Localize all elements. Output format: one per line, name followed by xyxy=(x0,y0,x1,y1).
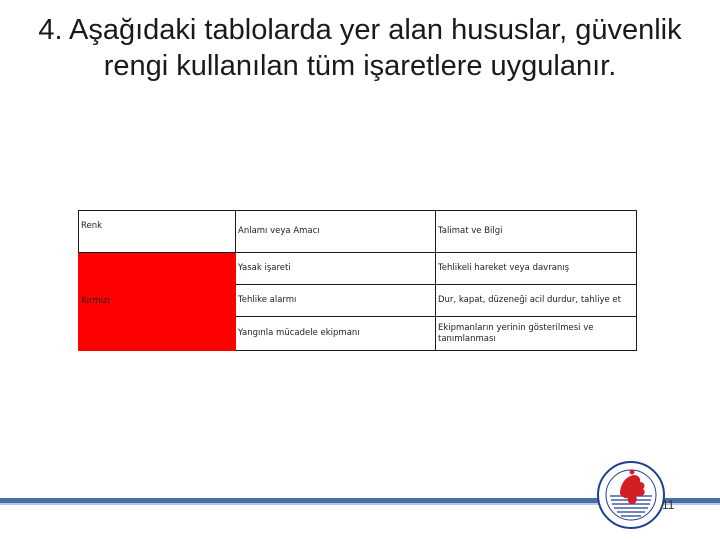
header-instruction: Talimat ve Bilgi xyxy=(436,211,637,253)
instruction-cell: Dur, kapat, düzeneği acil durdur, tahliye et xyxy=(436,285,637,317)
table-header-row xyxy=(79,211,637,253)
instruction-cell: Ekipmanların yerinin gösterilmesi ve tanımlanması xyxy=(436,317,637,351)
instruction-cell: Tehlikeli hareket veya davranış xyxy=(436,253,637,285)
slide-title: 4. Aşağıdaki tablolarda yer alan hususlar, güvenlik rengi kullanılan tüm işaretlere uygulanır. xyxy=(38,14,682,82)
safety-color-table xyxy=(78,210,637,351)
meaning-cell: Tehlike alarmı xyxy=(236,285,436,317)
header-renk: Renk xyxy=(79,211,236,253)
header-meaning: Anlamı veya Amacı xyxy=(236,211,436,253)
university-emblem-icon xyxy=(596,460,666,530)
meaning-cell: Yangınla mücadele ekipmanı xyxy=(236,317,436,351)
color-cell-kirmizi: Kırmızı xyxy=(79,253,236,351)
meaning-cell: Yasak işareti xyxy=(236,253,436,285)
table-row xyxy=(79,253,637,285)
page-number: 11 xyxy=(662,498,675,512)
